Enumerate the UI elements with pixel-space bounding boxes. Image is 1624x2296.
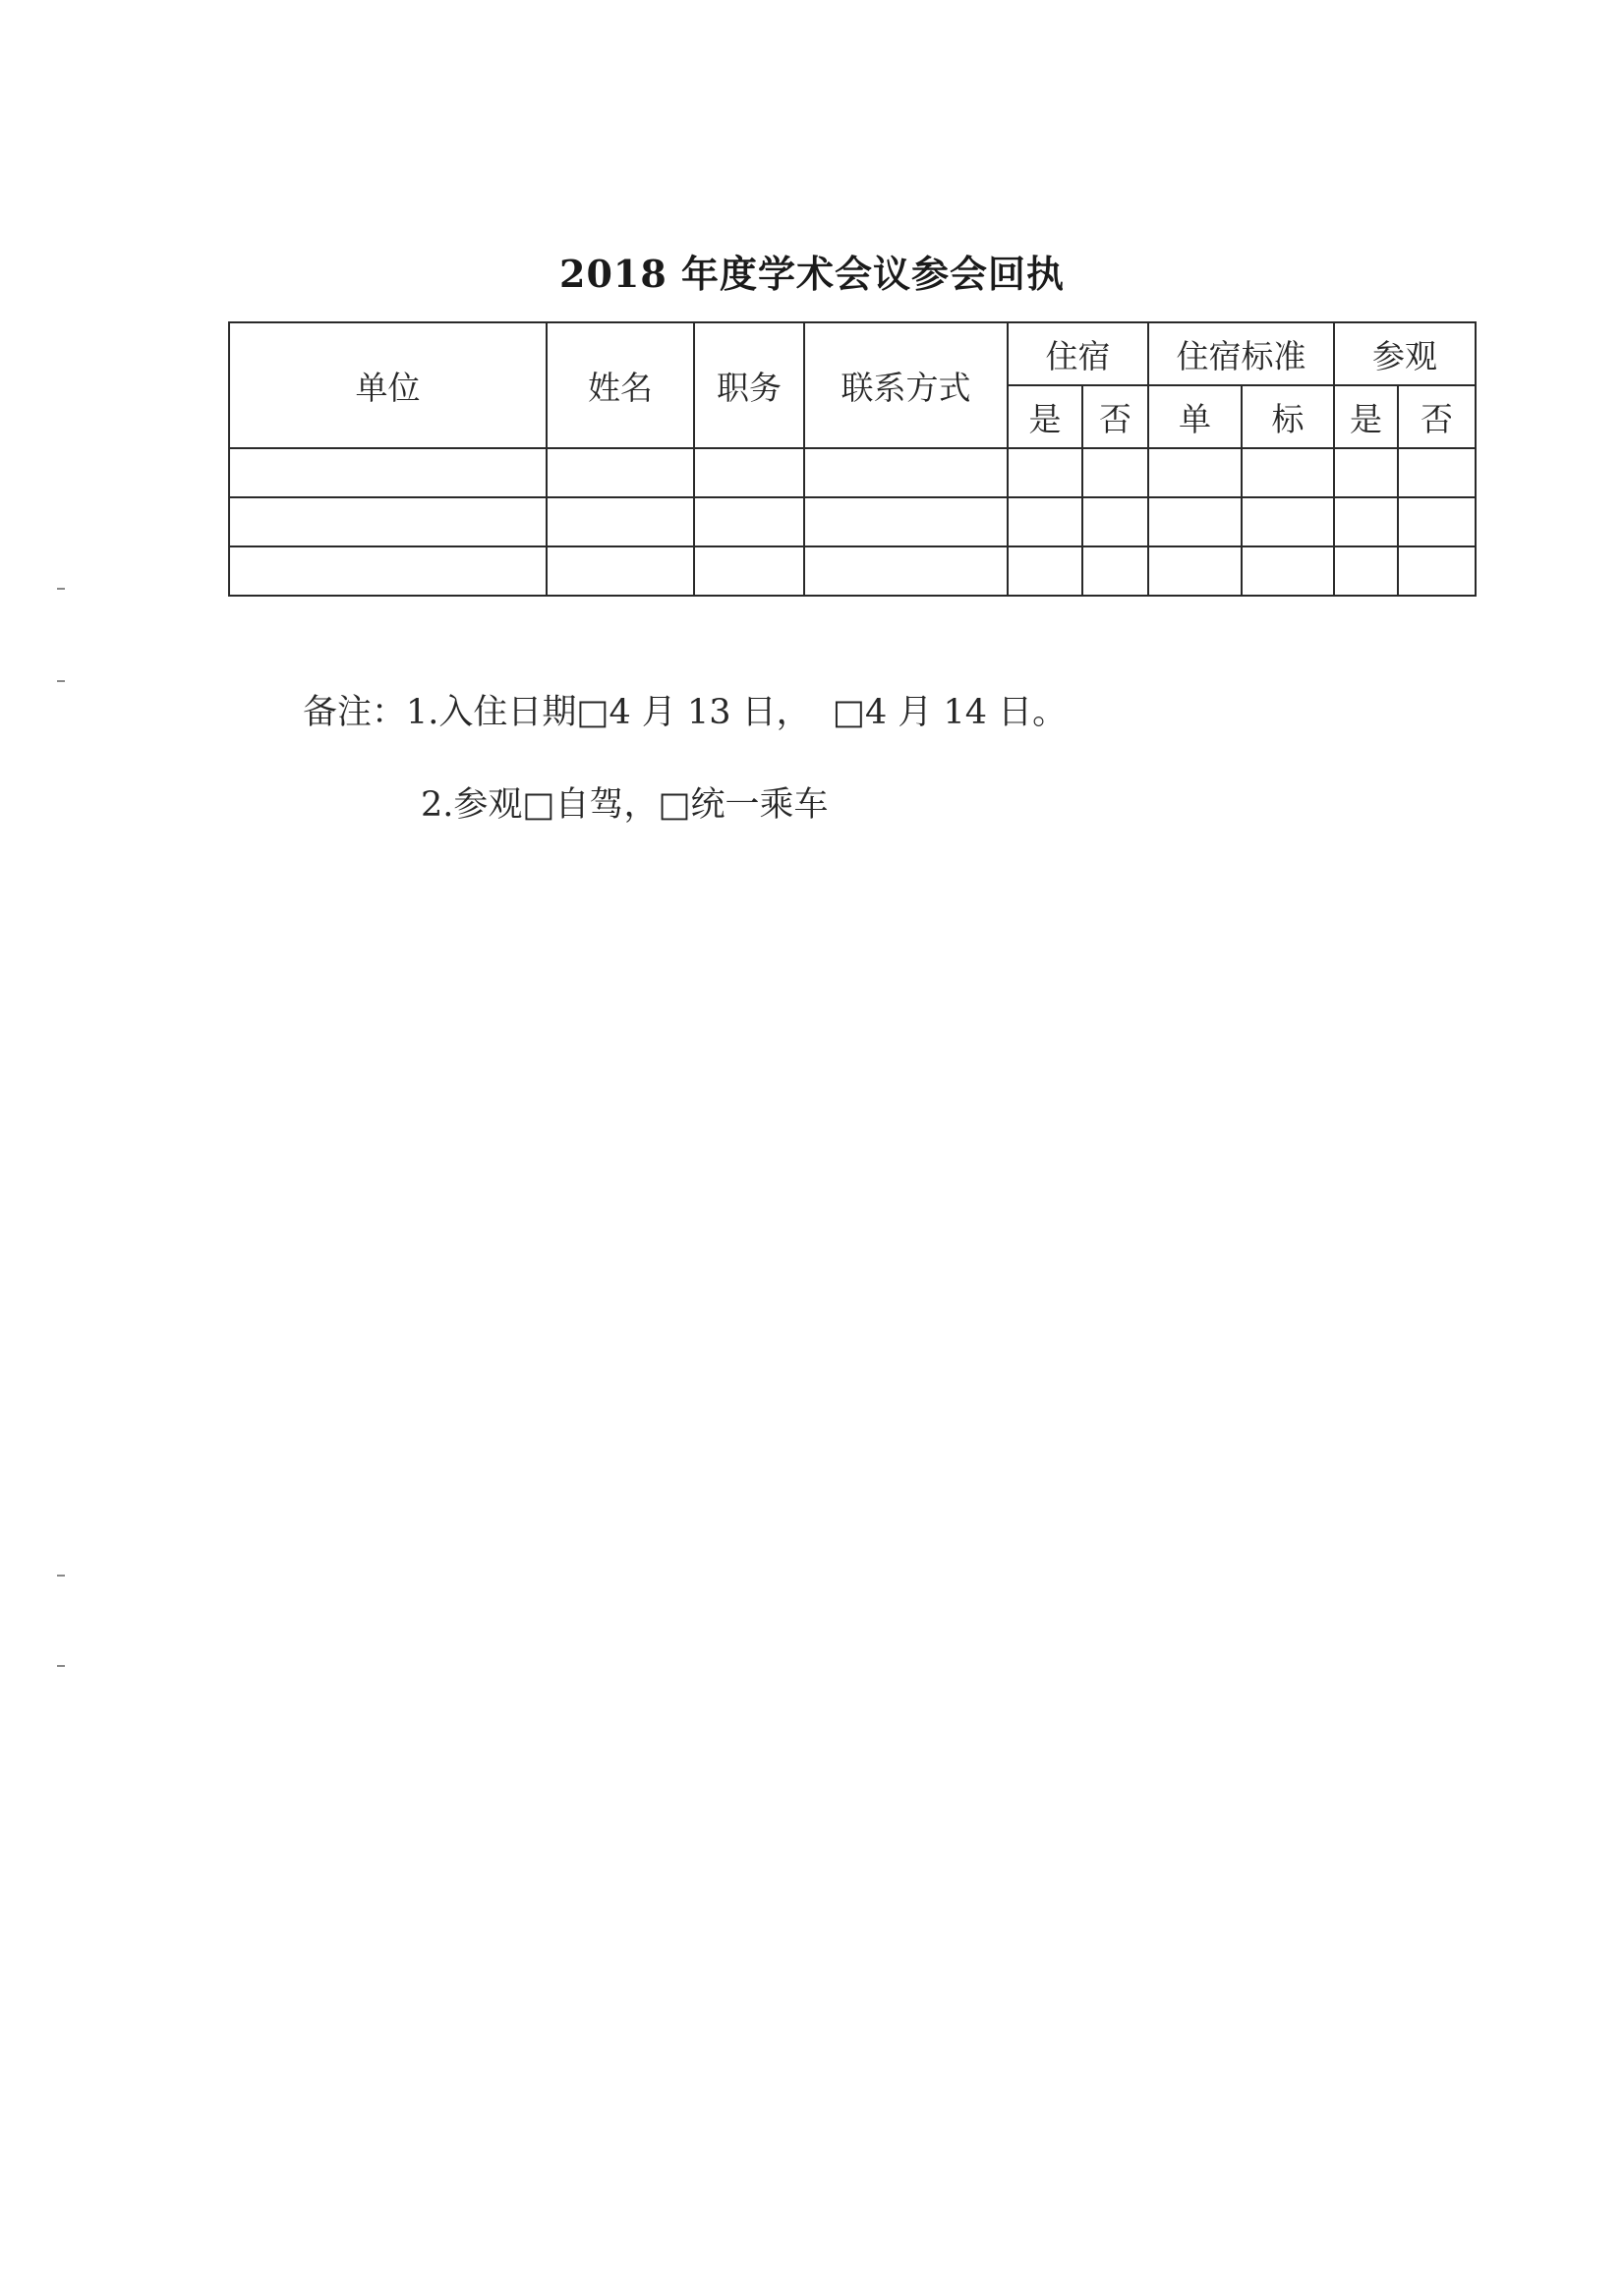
cell-position[interactable] — [694, 497, 804, 546]
cell-position[interactable] — [694, 546, 804, 596]
cell-contact[interactable] — [804, 497, 1008, 546]
scan-mark — [57, 1665, 65, 1667]
table-row — [229, 448, 1476, 497]
header-position: 职务 — [694, 322, 804, 448]
header-lodging-yes: 是 — [1008, 385, 1082, 448]
cell-room-single[interactable] — [1148, 497, 1242, 546]
cell-lodging-no[interactable] — [1082, 448, 1148, 497]
header-visit: 参观 — [1334, 322, 1476, 385]
header-visit-yes: 是 — [1334, 385, 1398, 448]
header-lodging-standard: 住宿标准 — [1148, 322, 1334, 385]
cell-position[interactable] — [694, 448, 804, 497]
cell-contact[interactable] — [804, 546, 1008, 596]
cell-room-single[interactable] — [1148, 448, 1242, 497]
cell-room-single[interactable] — [1148, 546, 1242, 596]
cell-name[interactable] — [547, 546, 694, 596]
cell-visit-yes[interactable] — [1334, 497, 1398, 546]
cell-room-standard[interactable] — [1242, 546, 1334, 596]
header-lodging: 住宿 — [1008, 322, 1148, 385]
table-header-row — [229, 322, 1476, 385]
cell-visit-yes[interactable] — [1334, 448, 1398, 497]
cell-lodging-no[interactable] — [1082, 546, 1148, 596]
header-visit-no: 否 — [1398, 385, 1476, 448]
header-room-single: 单 — [1148, 385, 1242, 448]
header-room-standard: 标 — [1242, 385, 1334, 448]
note-checkin-date: 备注：1.入住日期□4 月 13 日， □4 月 14 日。 — [303, 693, 1068, 732]
cell-lodging-no[interactable] — [1082, 497, 1148, 546]
cell-visit-no[interactable] — [1398, 448, 1476, 497]
cell-unit[interactable] — [229, 546, 547, 596]
cell-visit-yes[interactable] — [1334, 546, 1398, 596]
cell-room-standard[interactable] — [1242, 448, 1334, 497]
header-unit: 单位 — [229, 322, 547, 448]
page-title: 2018 年度学术会议参会回执 — [559, 252, 1065, 296]
cell-lodging-yes[interactable] — [1008, 546, 1082, 596]
cell-name[interactable] — [547, 497, 694, 546]
reply-form-table — [228, 321, 1477, 597]
note-visit-transport: 2.参观□自驾，□统一乘车 — [421, 785, 829, 825]
table-row — [229, 546, 1476, 596]
notes-section — [303, 692, 1067, 826]
cell-name[interactable] — [547, 448, 694, 497]
cell-room-standard[interactable] — [1242, 497, 1334, 546]
header-name: 姓名 — [547, 322, 694, 448]
header-lodging-no: 否 — [1082, 385, 1148, 448]
header-contact: 联系方式 — [804, 322, 1008, 448]
scan-mark — [57, 680, 65, 682]
table-row — [229, 497, 1476, 546]
cell-lodging-yes[interactable] — [1008, 448, 1082, 497]
cell-unit[interactable] — [229, 448, 547, 497]
scan-mark — [57, 1575, 65, 1577]
cell-visit-no[interactable] — [1398, 497, 1476, 546]
cell-visit-no[interactable] — [1398, 546, 1476, 596]
cell-lodging-yes[interactable] — [1008, 497, 1082, 546]
cell-contact[interactable] — [804, 448, 1008, 497]
cell-unit[interactable] — [229, 497, 547, 546]
scan-mark — [57, 588, 65, 590]
